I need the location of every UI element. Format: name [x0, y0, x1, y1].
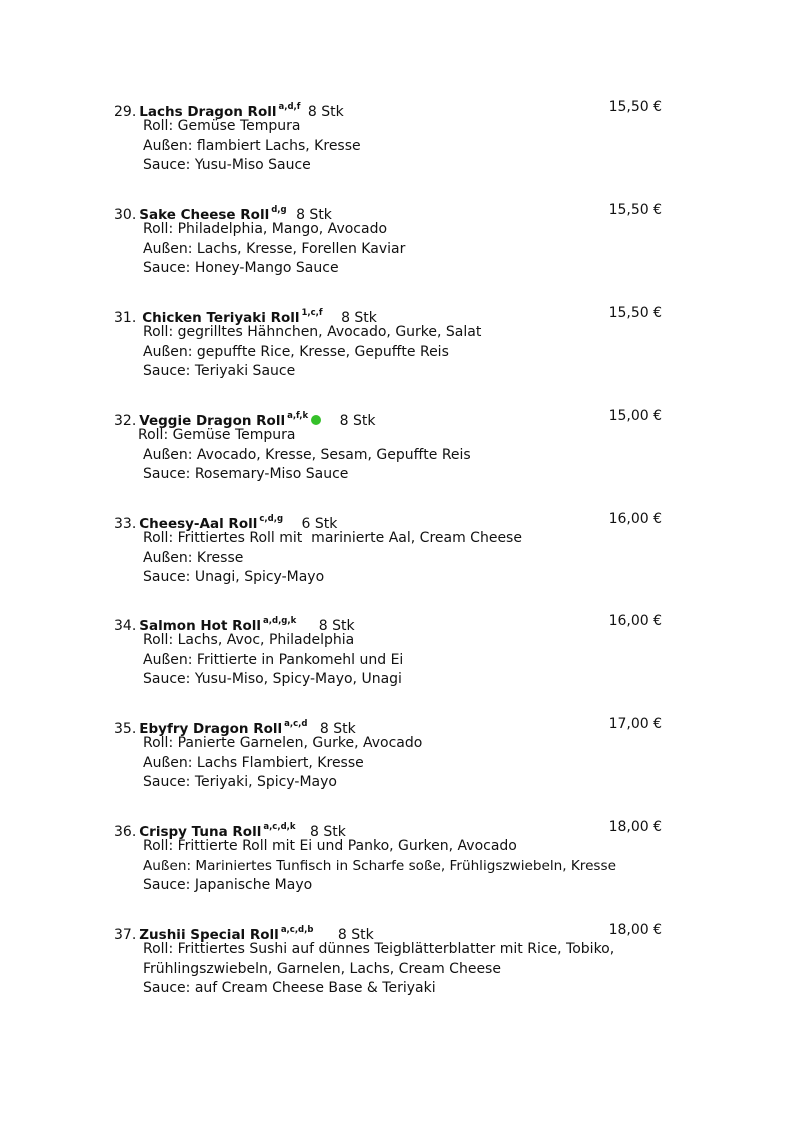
item-number: 29.: [114, 104, 137, 120]
item-quantity: 8 Stk: [337, 927, 374, 943]
item-sauce: Sauce: Yusu-Miso Sauce: [143, 157, 311, 173]
allergen-codes: d,g: [271, 205, 287, 215]
item-price: 15,00 €: [608, 408, 662, 424]
item-number: 31.: [114, 310, 137, 326]
item-filling: Roll: gegrilltes Hähnchen, Avocado, Gurke, Salat: [143, 324, 482, 340]
item-outside: Außen: Lachs, Kresse, Forellen Kaviar: [143, 240, 406, 257]
allergen-codes: a,d,g,k: [263, 616, 297, 626]
allergen-codes: a,c,d,k: [263, 822, 296, 832]
item-quantity: 8 Stk: [307, 104, 344, 120]
allergen-codes: c,d,g: [259, 514, 284, 524]
item-quantity: 8 Stk: [296, 207, 332, 223]
menu-item: [114, 714, 674, 793]
menu-item: [114, 200, 674, 279]
item-outside: Außen: Mariniertes Tunfisch in Scharfe soße, Frühligszwiebeln, Kresse: [143, 857, 616, 874]
item-filling: Roll: Gemüse Tempura: [138, 427, 296, 443]
allergen-codes: a,c,d,b: [280, 925, 314, 935]
item-sauce: Sauce: Rosemary-Miso Sauce: [143, 466, 349, 482]
item-price: 18,00 €: [608, 922, 662, 938]
item-name: Cheesy-Aal Roll: [139, 516, 258, 532]
item-name: Zushii Special Roll: [139, 927, 279, 943]
item-sauce: Sauce: Unagi, Spicy-Mayo: [143, 569, 325, 585]
item-outside: Außen: flambiert Lachs, Kresse: [143, 137, 361, 154]
menu-item: [114, 303, 674, 382]
item-number: 32.: [114, 413, 137, 429]
item-header: [114, 714, 674, 737]
item-quantity: 8 Stk: [339, 413, 376, 429]
item-outside: Außen: Avocado, Kresse, Sesam, Gepuffte Reis: [143, 446, 471, 463]
item-header: [114, 406, 674, 429]
item-quantity: 8 Stk: [341, 310, 377, 326]
item-sauce: Sauce: Yusu-Miso, Spicy-Mayo, Unagi: [143, 671, 402, 687]
item-number: 34.: [114, 618, 137, 634]
item-sauce: Sauce: Teriyaki Sauce: [143, 363, 296, 379]
item-filling: Roll: Frittierte Roll mit Ei und Panko, Gurken, Avocado: [143, 838, 517, 854]
item-name: Ebyfry Dragon Roll: [139, 721, 283, 737]
item-sauce: Sauce: Honey-Mango Sauce: [143, 260, 339, 276]
item-number: 36.: [114, 824, 137, 840]
menu-item: [114, 509, 674, 588]
item-outside: Außen: Kresse: [143, 549, 244, 566]
item-price: 15,50 €: [608, 202, 662, 218]
item-header: [114, 97, 674, 120]
item-header: [114, 509, 674, 532]
item-sauce: Sauce: Japanische Mayo: [143, 877, 313, 893]
item-name: Chicken Teriyaki Roll: [142, 310, 300, 326]
menu-item: [114, 97, 674, 176]
item-number: 30.: [114, 207, 137, 223]
item-price: 17,00 €: [608, 716, 662, 732]
item-name: Crispy Tuna Roll: [139, 824, 262, 840]
item-filling: Roll: Gemüse Tempura: [143, 118, 301, 134]
item-header: [114, 920, 674, 943]
allergen-codes: a,d,f: [278, 102, 301, 112]
item-filling: Roll: Lachs, Avoc, Philadelphia: [143, 632, 355, 648]
item-quantity: 8 Stk: [319, 721, 356, 737]
menu-item: [114, 611, 674, 690]
allergen-codes: a,c,d: [284, 719, 308, 729]
item-filling: Roll: Panierte Garnelen, Gurke, Avocado: [143, 735, 423, 751]
item-header: [114, 200, 674, 223]
menu-item: [114, 920, 674, 999]
item-name: Veggie Dragon Roll: [139, 413, 286, 429]
item-filling: Roll: Philadelphia, Mango, Avocado: [143, 221, 388, 237]
menu-item: [114, 406, 674, 485]
allergen-codes: 1,c,f: [301, 308, 323, 318]
item-price: 16,00 €: [608, 613, 662, 629]
vegetarian-dot-icon: [311, 415, 321, 425]
item-name: Sake Cheese Roll: [139, 207, 270, 223]
item-number: 33.: [114, 516, 137, 532]
item-outside: Außen: Lachs Flambiert, Kresse: [143, 754, 364, 771]
item-filling-cont: Frühlingszwiebeln, Garnelen, Lachs, Cream Cheese: [143, 960, 501, 977]
item-header: [114, 817, 674, 840]
item-quantity: 8 Stk: [310, 824, 346, 840]
item-number: 35.: [114, 721, 137, 737]
item-header: [114, 611, 674, 634]
item-name: Salmon Hot Roll: [139, 618, 262, 634]
menu-item: [114, 817, 674, 896]
item-sauce: Sauce: auf Cream Cheese Base & Teriyaki: [143, 980, 436, 996]
item-quantity: 8 Stk: [318, 618, 355, 634]
item-header: [114, 303, 674, 326]
item-quantity: 6 Stk: [301, 516, 338, 532]
item-price: 15,50 €: [608, 99, 662, 115]
item-sauce: Sauce: Teriyaki, Spicy-Mayo: [143, 774, 337, 790]
item-filling: Roll: Frittiertes Roll mit marinierte Aal, Cream Cheese: [143, 530, 522, 546]
item-price: 18,00 €: [608, 819, 662, 835]
item-filling: Roll: Frittiertes Sushi auf dünnes Teigblätterblatter mit Rice, Tobiko,: [143, 941, 615, 957]
item-price: 16,00 €: [608, 511, 662, 527]
item-name: Lachs Dragon Roll: [139, 104, 277, 120]
item-number: 37.: [114, 927, 137, 943]
item-outside: Außen: Frittierte in Pankomehl und Ei: [143, 651, 404, 668]
item-price: 15,50 €: [608, 305, 662, 321]
allergen-codes: a,f,k: [287, 411, 309, 421]
item-outside: Außen: gepuffte Rice, Kresse, Gepuffte Reis: [143, 343, 449, 360]
